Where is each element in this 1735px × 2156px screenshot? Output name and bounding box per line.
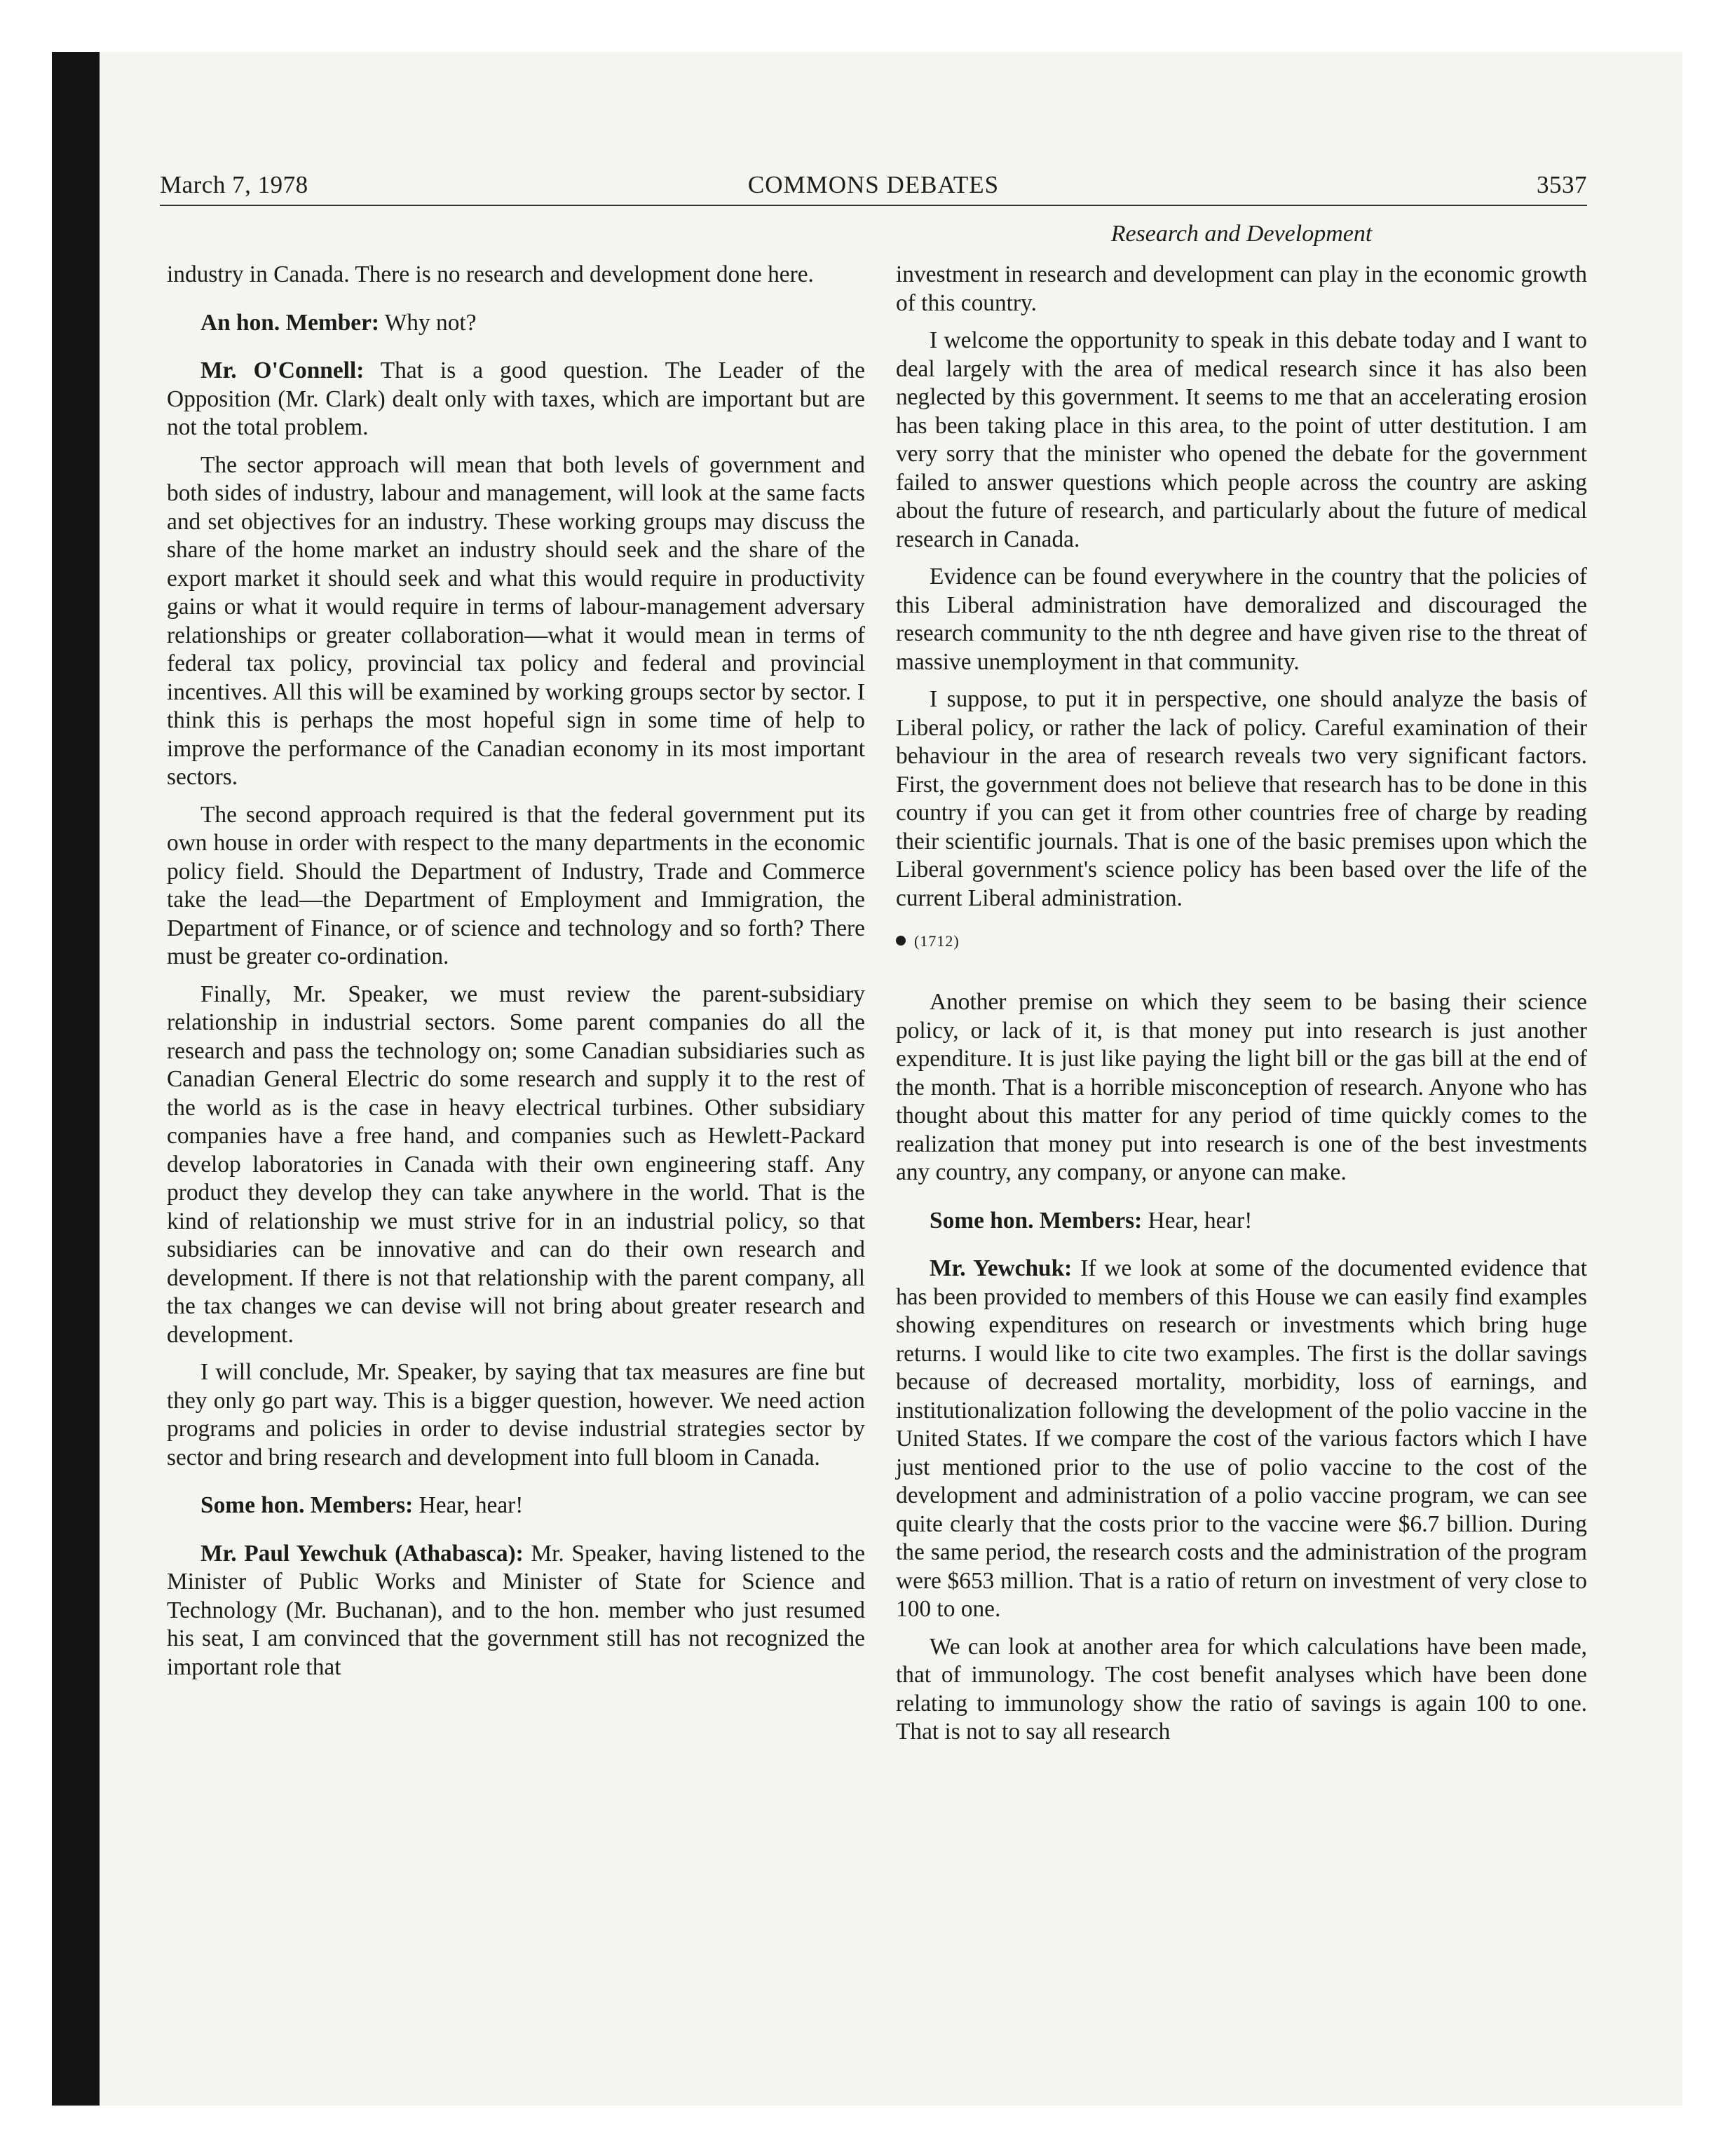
speaker-paragraph [167,357,865,442]
speech-text: Why not? [379,309,477,336]
speaker-name: Mr. Paul Yewchuk (Athabasca): [200,1540,524,1567]
binding-shadow [52,52,100,2106]
speaker-name: Mr. Yewchuk: [930,1255,1073,1281]
paragraph: I will conclude, Mr. Speaker, by saying that tax measures are fine but they only go part way. This is a bigger question, however. We need action programs and policies in order to devise industrial strategies sector by sector and bring research and development into full bloom in Canada. [167,1359,865,1471]
left-column [167,261,865,1691]
speaker-name: An hon. Member: [200,309,380,336]
header-page-number: 3537 [1537,171,1587,198]
paragraph: I welcome the opportunity to speak in this debate today and I want to deal largely with the area of medical research since it has also been neglected by this government. It seems to me that an accelerating erosion has been taking place in this area, to the point of utter destitution. I am very sorry that the minister who opened the debate for the government failed to answer questions which people across the country are asking about the future of research, and particularly about the future of medical research in Canada. [896,327,1587,552]
page-header [160,171,1587,206]
header-journal-title: COMMONS DEBATES [747,171,1000,198]
time-marker-label: (1712) [914,932,960,950]
paragraph: The sector approach will mean that both levels of government and both sides of industry, labour and management, will look at the same facts and set objectives for an industry. These working groups may discuss the share of the home market an industry should seek and the share of the export market it should seek and what this would require in productivity gains or what it would require in terms of labour-management adversary relationships or greater collaboration—what it would mean in terms of federal tax policy, provincial tax policy and federal and provincial incentives. All this will be examined by working groups sector by sector. I think this is perhaps the most hopeful sign in some time of help to improve the performance of the Canadian economy in its most important sectors. [167,451,865,790]
paragraph: The second approach required is that the federal government put its own house in order with respect to the many departments in the economic policy field. Should the Department of Industry, Trade and Commerce take the lead—the Department of Employment and Immigration, the Department of Finance, or of science and technology and so forth? There must be greater co-ordination. [167,801,865,969]
speech-text: Hear, hear! [1142,1207,1253,1234]
speaker-name: Some hon. Members: [200,1492,414,1518]
paragraph: industry in Canada. There is no research and development done here. [167,261,814,287]
speech-text: Hear, hear! [413,1492,524,1518]
paragraph: Finally, Mr. Speaker, we must review the parent-subsidiary relationship in industrial sectors. Some parent companies do all the research and pass the technology on; some Canadian subsidiaries such as Canadian General Electric do some research and supply it to the rest of the world as is the case in heavy electrical turbines. Other subsidiary companies have a free hand, and companies such as Hewlett-Packard develop laboratories in Canada with their own engineering staff. Any product they develop they can take anywhere in the world. That is the kind of relationship we must strive for in an industrial policy, so that subsidiaries can be innovative and can do their own research and development. If there is not that relationship with the parent company, all the tax changes we can devise will not bring about greater research and development. [167,981,865,1348]
speech-text: That is a good question. The Leader of the Opposition (Mr. Clark) dealt only with taxes, which are important but are not the total problem. [167,357,865,440]
right-column [896,261,1587,1756]
paragraph: We can look at another area for which calculations have been made, that of immunology. The cost benefit analyses which have been done relating to immunology show the ratio of savings is again 100 to one. That is not to say all research [896,1633,1587,1745]
paragraph: I suppose, to put it in perspective, one should analyze the basis of Liberal policy, or rather the lack of policy. Careful examination of their behaviour in the area of research reveals two very significant factors. First, the government does not believe that research has to be done in this country if you can get it from other countries free of charge by reading their scientific journals. That is one of the basic premises upon which the Liberal government's science policy has been based over the life of the current Liberal administration. [896,686,1587,911]
paragraph: investment in research and development can play in the economic growth of this country. [896,261,1587,316]
paragraph: Another premise on which they seem to be basing their science policy, or lack of it, is that money put into research is just another expenditure. It is just like paying the light bill or the gas bill at the end of the month. That is a horrible misconception of research. Anyone who has thought about this matter for any period of time quickly comes to the realization that money put into research is one of the best investments any country, any company, or anyone can make. [896,989,1587,1185]
paragraph: Evidence can be found everywhere in the country that the policies of this Liberal administration have demoralized and discouraged the research community to the nth degree and have given rise to the threat of massive unemployment in that community. [896,564,1587,675]
speech-text: If we look at some of the documented evidence that has been provided to members of this House we can easily find examples showing expenditures on research or investments which bring huge returns. I would like to cite two examples. The first is the dollar savings because of decreased mortality, morbidity, loss of earnings, and institutionalization following the development of the polio vaccine in the United States. If we compare the cost of the various factors which I have just mentioned prior to the use of polio vaccine to the cost of the development and administration of a polio vaccine program, we can see quite clearly that the costs prior to the vaccine were $6.7 billion. During the same period, the research costs and the administration of the program were $653 million. That is a ratio of return on investment of very close to 100 to one. [896,1255,1587,1622]
speaker-paragraph [167,1540,865,1682]
bullet-icon [896,936,906,946]
speaker-paragraph [896,1207,1587,1236]
speaker-paragraph [167,309,865,338]
speech-text: Mr. Speaker, having listened to the Minister of Public Works and Minister of State for Science and Technology (Mr. Buchanan), and to the hon. member who just resumed his seat, I am convinced that the government still has not recognized the important role that [167,1540,865,1680]
speaker-name: Some hon. Members: [930,1207,1143,1234]
speaker-paragraph [896,1255,1587,1624]
header-date: March 7, 1978 [160,171,308,198]
speaker-name: Mr. O'Connell: [200,357,365,383]
time-marker [896,931,1587,952]
running-head: Research and Development [1110,221,1373,247]
speaker-paragraph [167,1492,865,1520]
